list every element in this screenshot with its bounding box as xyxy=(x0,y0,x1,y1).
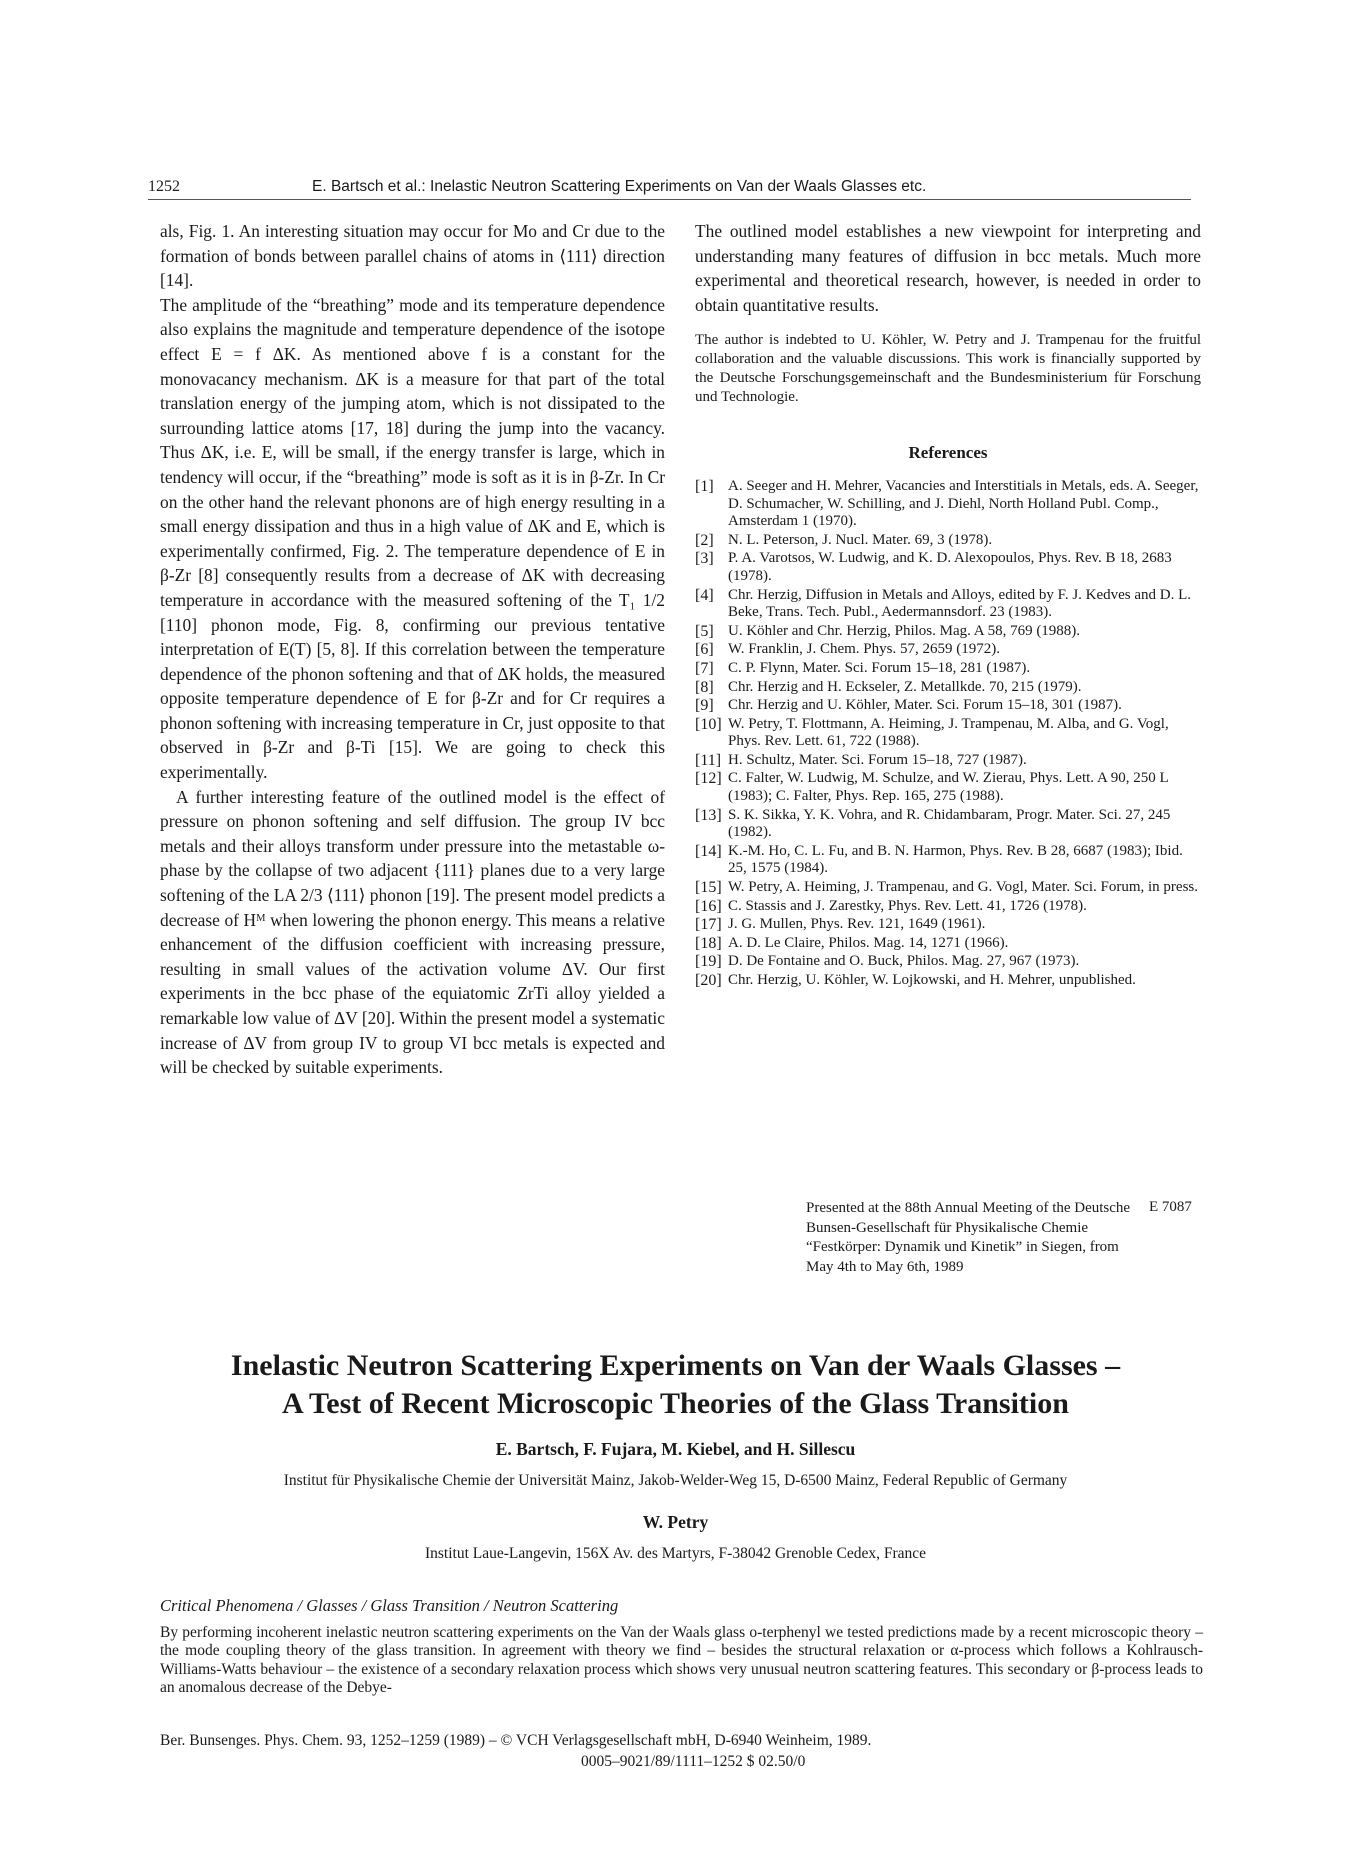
manuscript-code: E 7087 xyxy=(1149,1199,1192,1215)
reference-item xyxy=(695,770,1201,805)
reference-text: C. Stassis and J. Zarestky, Phys. Rev. Lett. 41, 1726 (1978). xyxy=(728,897,1087,914)
reference-list xyxy=(695,478,1201,990)
reference-text: C. P. Flynn, Mater. Sci. Forum 15–18, 281 (1987). xyxy=(728,659,1031,676)
running-header xyxy=(148,178,1191,200)
reference-number: [5] xyxy=(695,622,714,640)
reference-text: S. K. Sikka, Y. K. Vohra, and R. Chidambaram, Progr. Mater. Sci. 27, 245 (1982). xyxy=(728,806,1171,841)
reference-item xyxy=(695,935,1201,953)
affiliation-ill: Institut Laue-Langevin, 156X Av. des Martyrs, F-38042 Grenoble Cedex, France xyxy=(424,1545,927,1562)
reference-text: Chr. Herzig, Diffusion in Metals and Alloys, edited by F. J. Kedves and D. L. Beke, Trans. Tech. Publ., Aedermannsdorf. 23 (1983). xyxy=(728,586,1192,621)
reference-item xyxy=(695,587,1201,622)
reference-number: [4] xyxy=(695,586,714,604)
reference-number: [3] xyxy=(695,550,714,568)
reference-number: [12] xyxy=(695,770,722,788)
left-column xyxy=(160,219,665,1080)
reference-text: W. Franklin, J. Chem. Phys. 57, 2659 (1972). xyxy=(728,641,1000,658)
reference-text: C. Falter, W. Ludwig, M. Schulze, and W. Zierau, Phys. Lett. A 90, 250 L (1983); C. Falter, Phys. Rep. 165, 275 (1988). xyxy=(728,770,1169,805)
running-title: E. Bartsch et al.: Inelastic Neutron Scattering Experiments on Van der Waals Glasses etc. xyxy=(312,178,927,195)
reference-item xyxy=(695,478,1201,531)
reference-number: [20] xyxy=(695,972,722,989)
issn-footer: 0005–9021/89/1111–1252 $ 02.50/0 xyxy=(581,1753,806,1770)
reference-item xyxy=(695,660,1201,678)
reference-text: H. Schultz, Mater. Sci. Forum 15–18, 727 (1987). xyxy=(728,751,1027,768)
reference-text: W. Petry, A. Heiming, J. Trampenau, and G. Vogl, Mater. Sci. Forum, in press. xyxy=(728,879,1198,896)
right-paragraph-1: The outlined model establishes a new viewpoint for interpreting and understanding many features of diffusion in bcc metals. Much more experimental and theoretical research, however, is needed in order to obtain quantitative results. xyxy=(695,221,1201,315)
page-number: 1252 xyxy=(148,178,180,195)
acknowledgement: The author is indebted to U. Köhler, W. Petry and J. Trampenau for the fruitful collaboration and the valuable discussions. This work is financially supported by the Deutsche Forschungsgemeinschaft and the Bundesministerium für Forschung und Technologie. xyxy=(695,332,1201,406)
reference-number: [13] xyxy=(695,806,722,824)
reference-number: [18] xyxy=(695,934,722,952)
reference-text: Chr. Herzig, U. Köhler, W. Lojkowski, and H. Mehrer, unpublished. xyxy=(728,972,1136,988)
keywords: Critical Phenomena / Glasses / Glass Transition / Neutron Scattering xyxy=(160,1596,619,1615)
reference-item xyxy=(695,752,1201,770)
article-authors: E. Bartsch, F. Fujara, M. Kiebel, and H. Sillescu xyxy=(495,1439,856,1459)
reference-number: [15] xyxy=(695,879,722,897)
reference-text: D. De Fontaine and O. Buck, Philos. Mag. 27, 967 (1973). xyxy=(728,953,1080,970)
reference-item xyxy=(695,972,1201,990)
reference-number: [10] xyxy=(695,715,722,733)
reference-text: U. Köhler and Chr. Herzig, Philos. Mag. A 58, 769 (1988). xyxy=(728,622,1081,639)
reference-item xyxy=(695,898,1201,916)
article-title-line-1: Inelastic Neutron Scattering Experiments on Van der Waals Glasses – xyxy=(230,1349,1121,1382)
reference-number: [6] xyxy=(695,641,714,659)
reference-item xyxy=(695,623,1201,641)
affiliation-mainz: Institut für Physikalische Chemie der Universität Mainz, Jakob-Welder-Weg 15, D-6500 Mainz, Federal Republic of Germany xyxy=(283,1472,1068,1489)
references-heading: References xyxy=(908,443,988,463)
reference-item xyxy=(695,879,1201,897)
reference-text: W. Petry, T. Flottmann, A. Heiming, J. Trampenau, M. Alba, and G. Vogl, Phys. Rev. Lett. 61, 722 (1988). xyxy=(728,715,1169,750)
reference-text: A. Seeger and H. Mehrer, Vacancies and Interstitials in Metals, eds. A. Seeger, D. Schumacher, W. Schilling, and J. Diehl, North Holland Publ. Comp., Amsterdam 1 (1970). xyxy=(728,477,1199,530)
left-paragraph-3: A further interesting feature of the outlined model is the effect of pressure on phonon softening and self diffusion. The group IV bcc metals and their alloys transform under pressure into the metastable ω-phase by the collapse of two adjacent {111} planes due to a very large softening of the LA 2/3 ⟨111⟩ phonon [19]. The present model predicts a decrease of Hᴹ when lowering the phonon energy. This means a relative enhancement of the diffusion coefficient with increasing pressure, resulting in small values of the activation volume ΔV. Our first experiments in the bcc phase of the equiatomic ZrTi alloy yielded a remarkable low value of ΔV [20]. Within the present model a systematic increase of ΔV from group IV to group VI bcc metals is expected and will be checked by suitable experiments. xyxy=(160,786,665,1078)
citation-footer: Ber. Bunsenges. Phys. Chem. 93, 1252–1259 (1989) – © VCH Verlagsgesellschaft mbH, D-6940 Weinheim, 1989. xyxy=(160,1732,872,1749)
reference-item xyxy=(695,716,1201,751)
reference-text: N. L. Peterson, J. Nucl. Mater. 69, 3 (1978). xyxy=(728,531,993,548)
reference-item xyxy=(695,953,1201,971)
reference-text: J. G. Mullen, Phys. Rev. 121, 1649 (1961). xyxy=(728,916,986,933)
reference-text: A. D. Le Claire, Philos. Mag. 14, 1271 (1966). xyxy=(728,934,1009,951)
left-paragraph-2: The amplitude of the “breathing” mode and its temperature dependence also explains the magnitude and temperature dependence of the isotope effect E = f ΔK. As mentioned above f is a constant for the monovacancy mechanism. ΔK is a measure for that part of the total translation energy of the jumping atom, which is not dissipated to the surrounding lattice atoms [17, 18] during the jump into the vacancy. Thus ΔK, i.e. E, will be small, if the energy transfer is large, which in tendency will occur, if the “breathing” mode is soft as it is in β-Zr. In Cr on the other hand the relevant phonons are of high energy resulting in a small energy dissipation and thus in a high value of ΔK and E, which is experimentally confirmed, Fig. 2. The temperature dependence of E in β-Zr [8] consequently results from a decrease of ΔK with decreasing temperature in accordance with the measured softening of the T₁ 1/2 [110] phonon mode, Fig. 8, confirming our previous tentative interpretation of E(T) [5, 8]. If this correlation between the temperature dependence of the phonon softening and that of ΔK holds, the measured opposite temperature dependence of E for β-Zr and for Cr requires a phonon softening with increasing temperature in Cr, just opposite to that observed in β-Zr and β-Ti [15]. We are going to check this experimentally. xyxy=(160,294,665,783)
article-title-line-2: A Test of Recent Microscopic Theories of the Glass Transition xyxy=(282,1387,1069,1420)
reference-number: [7] xyxy=(695,659,714,677)
reference-number: [9] xyxy=(695,697,714,715)
reference-number: [8] xyxy=(695,678,714,696)
presented-note: Presented at the 88th Annual Meeting of the Deutsche Bunsen-Gesellschaft für Physikalische Chemie “Festkörper: Dynamik und Kinetik” in Siegen, from May 4th to May 6th, 1989 xyxy=(806,1200,1131,1275)
reference-item xyxy=(695,843,1201,878)
reference-item xyxy=(695,679,1201,697)
reference-item xyxy=(695,641,1201,659)
reference-number: [17] xyxy=(695,916,722,934)
reference-item xyxy=(695,550,1201,585)
reference-number: [19] xyxy=(695,953,722,971)
reference-text: Chr. Herzig and U. Köhler, Mater. Sci. Forum 15–18, 301 (1987). xyxy=(728,697,1122,714)
reference-text: Chr. Herzig and H. Eckseler, Z. Metallkde. 70, 215 (1979). xyxy=(728,678,1082,695)
left-paragraph-1: als, Fig. 1. An interesting situation may occur for Mo and Cr due to the formation of bonds between parallel chains of atoms in ⟨111⟩ direction [14]. xyxy=(160,221,665,291)
reference-item xyxy=(695,697,1201,715)
reference-number: [1] xyxy=(695,477,714,495)
reference-number: [16] xyxy=(695,897,722,915)
reference-number: [14] xyxy=(695,842,722,860)
reference-item xyxy=(695,532,1201,550)
abstract: By performing incoherent inelastic neutron scattering experiments on the Van der Waals glass o-terphenyl we tested predictions made by a recent microscopic theory – the mode coupling theory of the glass transition. In agreement with theory we find – besides the structural relaxation or α-process which follows a Kohlrausch-Williams-Watts behaviour – the existence of a secondary relaxation process which shows very unusual neutron scattering features. This secondary or β-process leads to an anomalous decrease of the Debye- xyxy=(160,1624,1203,1697)
reference-item xyxy=(695,916,1201,934)
article-title-block xyxy=(148,1347,1203,1563)
reference-number: [2] xyxy=(695,531,714,549)
reference-text: P. A. Varotsos, W. Ludwig, and K. D. Alexopoulos, Phys. Rev. B 18, 2683 (1978). xyxy=(728,550,1172,584)
article-author-petry: W. Petry xyxy=(642,1512,709,1532)
reference-item xyxy=(695,807,1201,842)
reference-text: K.-M. Ho, C. L. Fu, and B. N. Harmon, Phys. Rev. B 28, 6687 (1983); Ibid. 25, 1575 (1984). xyxy=(728,842,1183,877)
reference-number: [11] xyxy=(695,751,722,769)
right-column xyxy=(695,219,1201,991)
